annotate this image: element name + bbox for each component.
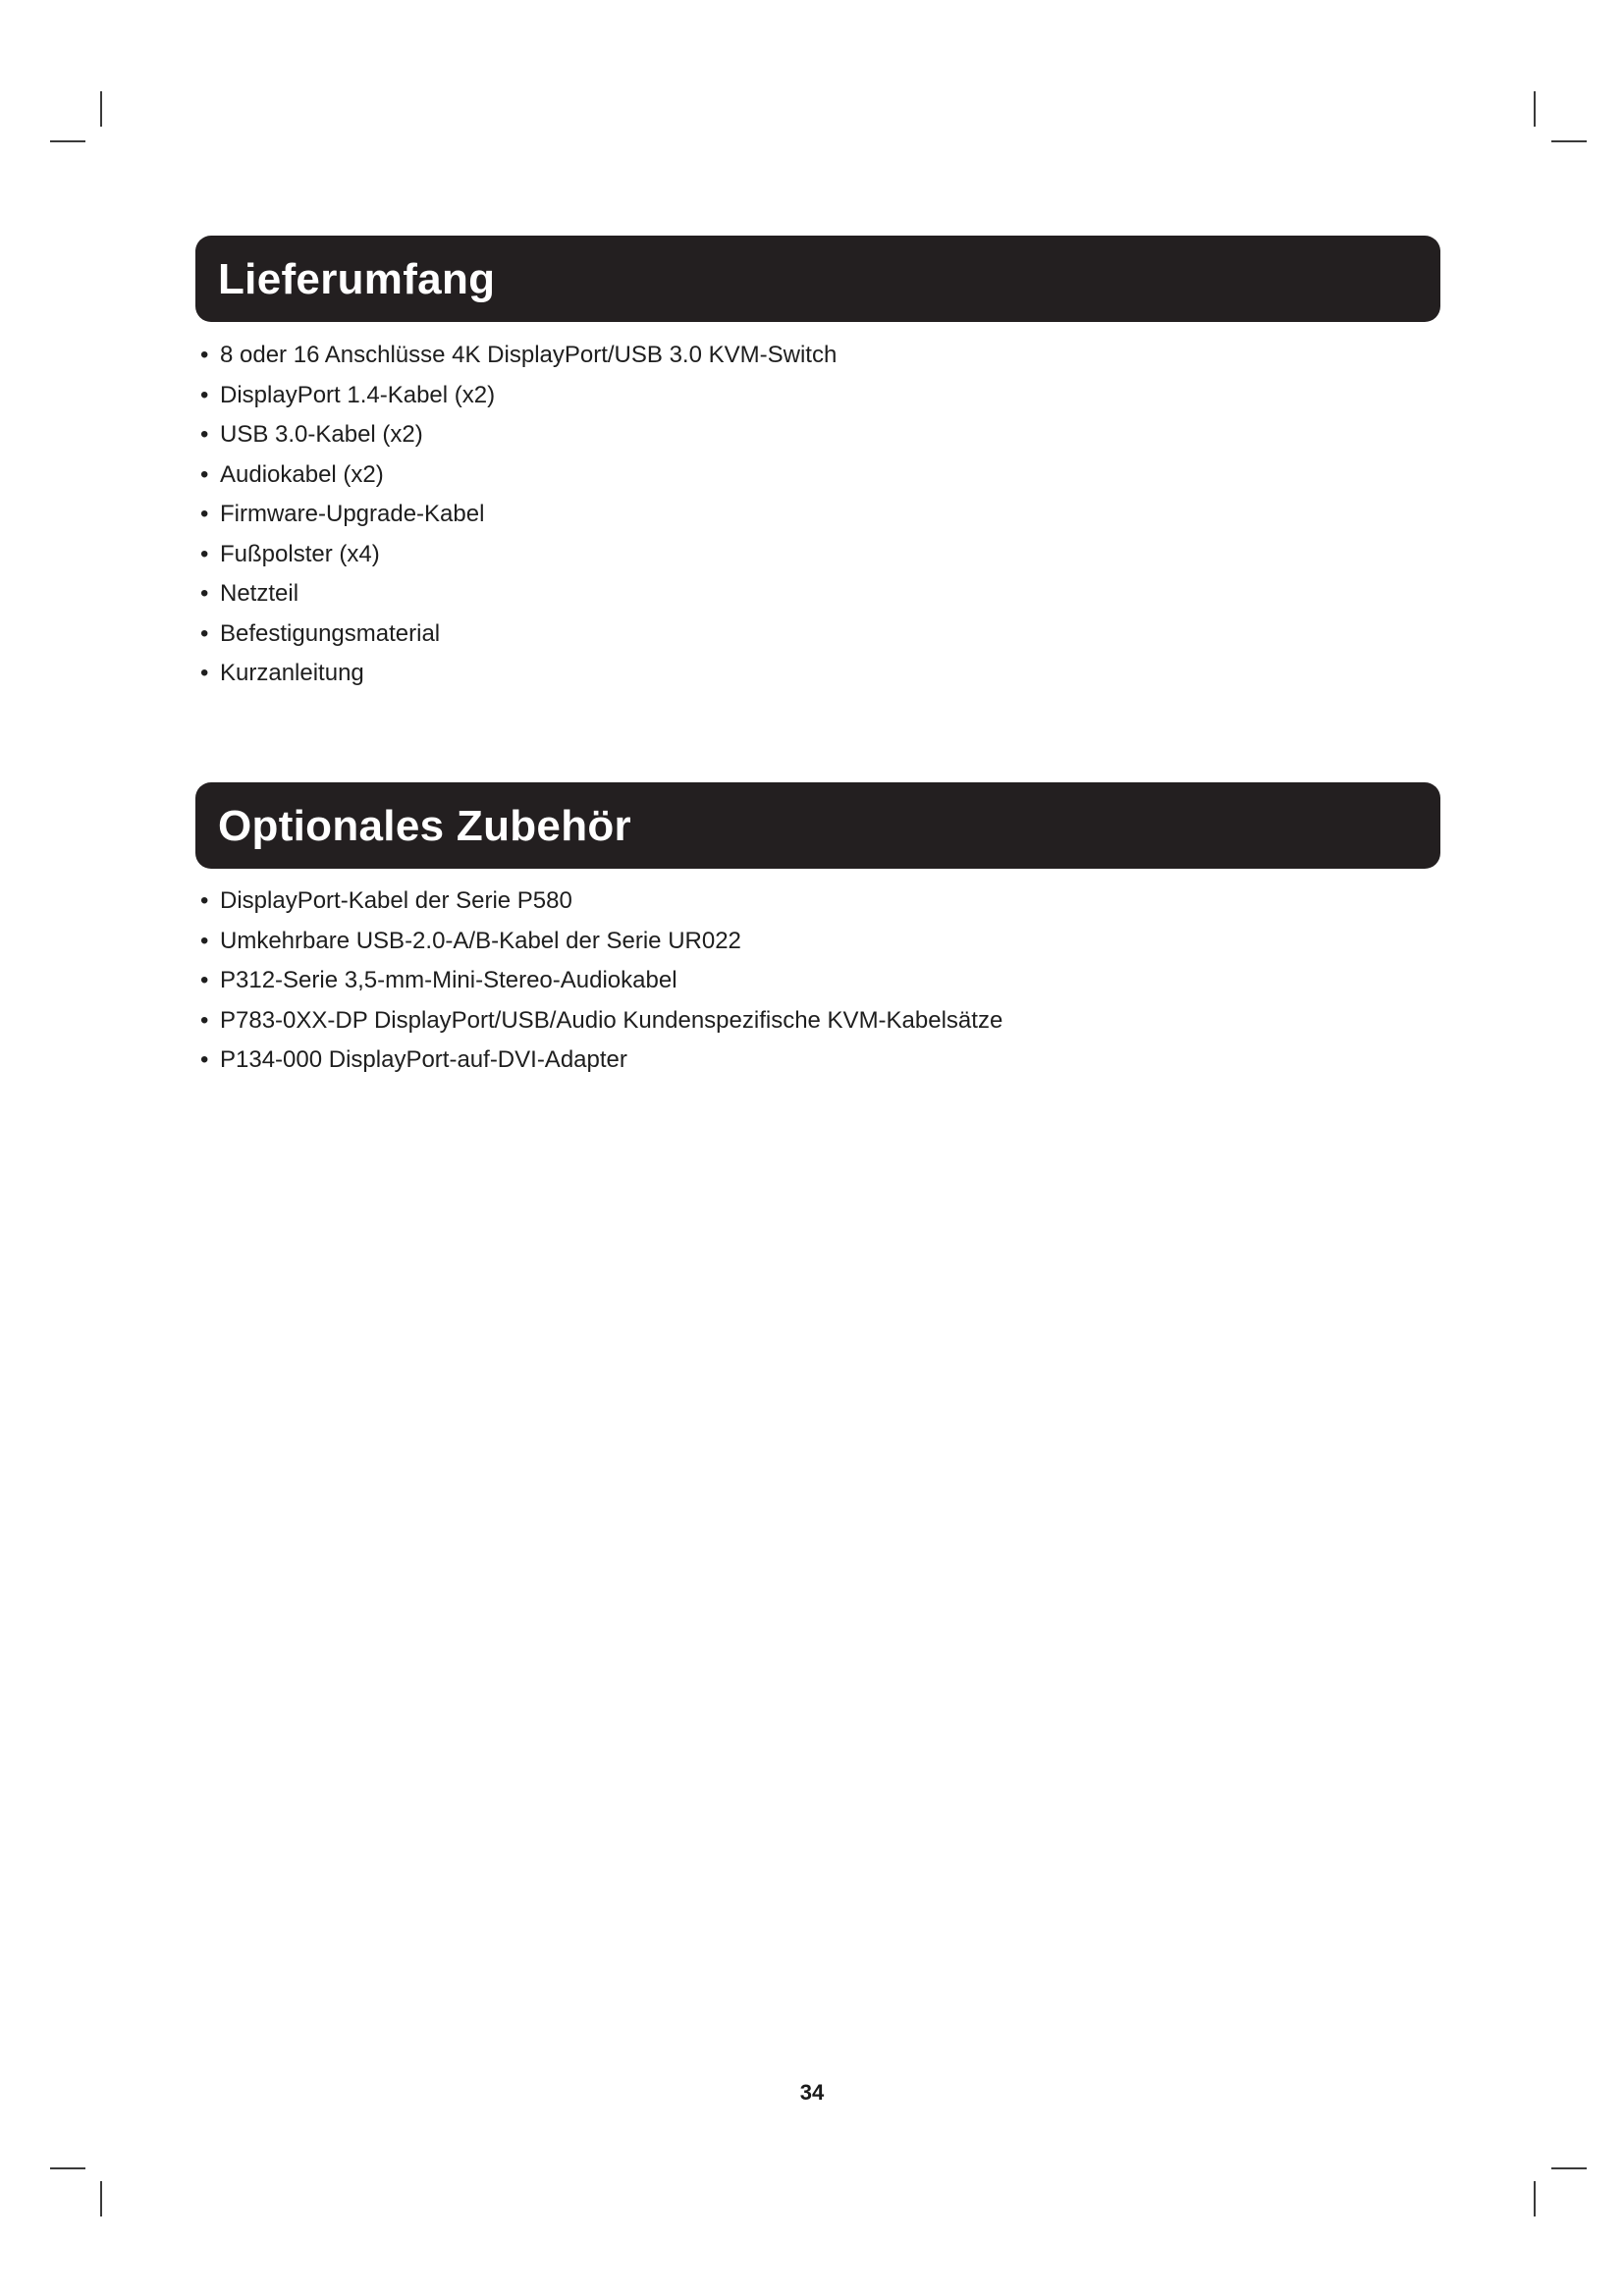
page-number: 34 xyxy=(799,2080,825,2105)
bullet: • xyxy=(200,1006,209,1034)
package-contents-list xyxy=(200,336,837,694)
bullet: • xyxy=(200,1046,209,1073)
list-item xyxy=(200,961,1002,1001)
list-item xyxy=(200,1041,1002,1081)
list-item xyxy=(200,495,837,535)
bullet: • xyxy=(200,967,209,993)
bullet: • xyxy=(200,421,209,448)
list-item xyxy=(200,376,837,416)
crop-mark-bottom-left-horizontal xyxy=(50,2167,85,2169)
list-item-text: DisplayPort 1.4-Kabel (x2) xyxy=(220,381,496,408)
crop-mark-bottom-right-vertical xyxy=(1534,2181,1536,2216)
list-item-text: Netzteil xyxy=(220,580,299,607)
optional-accessories-list xyxy=(200,881,1002,1081)
list-item xyxy=(200,574,837,614)
bullet: • xyxy=(200,660,209,686)
crop-mark-top-right-vertical xyxy=(1534,91,1536,127)
section-header-lieferumfang xyxy=(195,236,1440,322)
bullet: • xyxy=(200,501,209,527)
list-item-text: Kurzanleitung xyxy=(220,660,364,686)
list-item-text: Fußpolster (x4) xyxy=(220,540,380,567)
list-item xyxy=(200,922,1002,962)
section-title: Lieferumfang xyxy=(218,255,496,303)
bullet: • xyxy=(200,887,209,914)
list-item xyxy=(200,1001,1002,1041)
list-item-text: USB 3.0-Kabel (x2) xyxy=(220,421,423,448)
bullet: • xyxy=(200,342,209,368)
section-title: Optionales Zubehör xyxy=(218,802,631,850)
crop-mark-bottom-left-vertical xyxy=(100,2181,102,2216)
list-item-text: 8 oder 16 Anschlüsse 4K DisplayPort/USB 3.0 KVM-Switch xyxy=(220,342,838,368)
bullet: • xyxy=(200,927,209,954)
list-item-text: Befestigungsmaterial xyxy=(220,619,441,647)
list-item-text: Audiokabel (x2) xyxy=(220,460,384,488)
bullet: • xyxy=(200,619,209,647)
crop-mark-top-left-horizontal xyxy=(50,140,85,142)
list-item xyxy=(200,654,837,694)
list-item-text: P134-000 DisplayPort-auf-DVI-Adapter xyxy=(220,1046,627,1073)
bullet: • xyxy=(200,540,209,567)
crop-mark-top-right-horizontal xyxy=(1551,140,1587,142)
list-item xyxy=(200,614,837,655)
bullet: • xyxy=(200,580,209,607)
section-header-optionales-zubehoer xyxy=(195,782,1440,869)
crop-mark-top-left-vertical xyxy=(100,91,102,127)
bullet: • xyxy=(200,460,209,488)
list-item xyxy=(200,336,837,376)
list-item-text: Umkehrbare USB-2.0-A/B-Kabel der Serie UR022 xyxy=(220,927,741,954)
crop-mark-bottom-right-horizontal xyxy=(1551,2167,1587,2169)
list-item-text: P312-Serie 3,5-mm-Mini-Stereo-Audiokabel xyxy=(220,967,677,993)
list-item xyxy=(200,415,837,455)
list-item xyxy=(200,535,837,575)
list-item-text: DisplayPort-Kabel der Serie P580 xyxy=(220,887,572,914)
list-item-text: Firmware-Upgrade-Kabel xyxy=(220,501,485,527)
list-item xyxy=(200,881,1002,922)
bullet: • xyxy=(200,381,209,408)
list-item-text: P783-0XX-DP DisplayPort/USB/Audio Kundenspezifische KVM-Kabelsätze xyxy=(220,1006,1003,1034)
list-item xyxy=(200,455,837,496)
